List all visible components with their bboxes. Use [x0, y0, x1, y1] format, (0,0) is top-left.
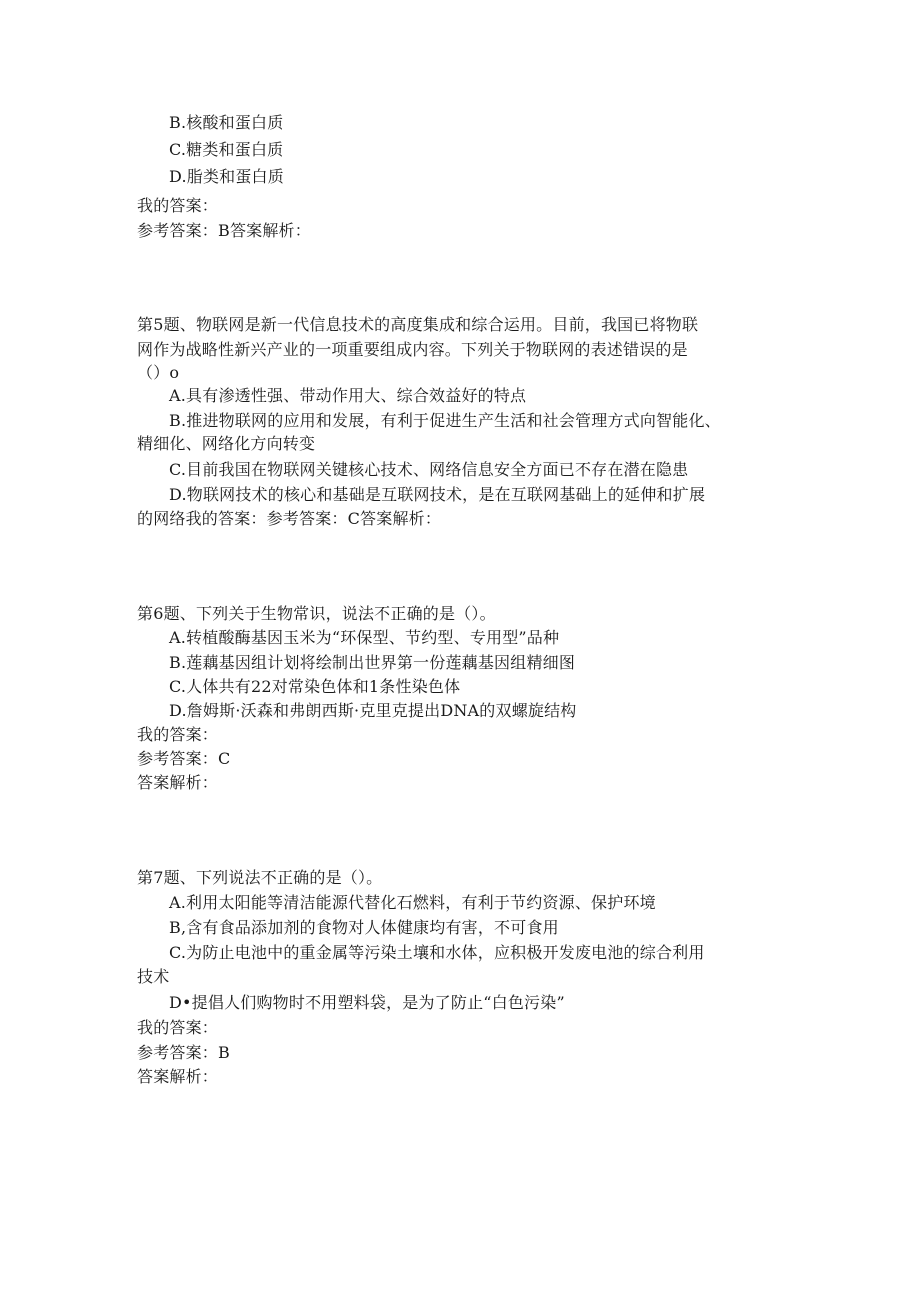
q6-my-answer: 我的答案： — [137, 725, 219, 744]
q7-explanation: 答案解析： — [137, 1067, 219, 1086]
q7-option-b: B,含有食品添加剂的食物对人体健康均有害，不可食用 — [169, 918, 559, 937]
q7-option-c-line-1: C.为防止电池中的重金属等污染土壤和水体，应积极开发废电池的综合利用 — [169, 943, 705, 962]
q5-option-d-line-1: D.物联网技术的核心和基础是互联网技术，是在互联网基础上的延伸和扩展 — [169, 485, 706, 504]
q5-stem-line-3: （）o — [137, 363, 180, 382]
q4-my-answer: 我的答案： — [137, 196, 219, 215]
q7-option-d: D•提倡人们购物时不用塑料袋，是为了防止“白色污染” — [169, 993, 565, 1012]
q5-option-d-line-2: 的网络我的答案：参考答案：C答案解析： — [137, 509, 442, 528]
q7-option-c-line-2: 技术 — [137, 967, 170, 986]
q4-option-c: C.糖类和蛋白质 — [169, 140, 284, 159]
q6-reference-answer: 参考答案：C — [137, 749, 231, 768]
q4-option-d: D.脂类和蛋白质 — [169, 167, 284, 186]
q5-stem-line-2: 网作为战略性新兴产业的一项重要组成内容。下列关于物联网的表述错误的是 — [137, 340, 688, 359]
q5-option-a: A.具有渗透性强、带动作用大、综合效益好的特点 — [169, 386, 527, 405]
q5-option-b-line-2: 精细化、网络化方向转变 — [137, 434, 316, 453]
q4-reference-answer: 参考答案：B答案解析： — [137, 221, 311, 240]
q6-option-a: A.转植酸酶基因玉米为“环保型、节约型、专用型”品种 — [169, 628, 560, 647]
q6-option-b: B.莲藕基因组计划将绘制出世界第一份莲藕基因组精细图 — [169, 653, 576, 672]
q5-option-c: C.目前我国在物联网关键核心技术、网络信息安全方面已不存在潜在隐患 — [169, 460, 689, 479]
q6-stem: 第6题、下列关于生物常识，说法不正确的是（）。 — [137, 604, 496, 623]
q7-option-a: A.利用太阳能等清洁能源代替化石燃料，有利于节约资源、保护环境 — [169, 893, 656, 912]
q6-option-d: D.詹姆斯·沃森和弗朗西斯·克里克提出DNA的双螺旋结构 — [169, 701, 577, 720]
q5-option-b-line-1: B.推进物联网的应用和发展，有利于促进生产生活和社会管理方式向智能化、 — [169, 411, 721, 430]
q5-stem-line-1: 第5题、物联网是新一代信息技术的高度集成和综合运用。目前，我国已将物联 — [137, 315, 699, 334]
q6-explanation: 答案解析： — [137, 773, 219, 792]
q7-my-answer: 我的答案： — [137, 1018, 219, 1037]
q6-option-c: C.人体共有22对常染色体和1条性染色体 — [169, 677, 461, 696]
q7-stem: 第7题、下列说法不正确的是（）。 — [137, 868, 383, 887]
q7-reference-answer: 参考答案：B — [137, 1043, 230, 1062]
q4-option-b: B.核酸和蛋白质 — [169, 113, 284, 132]
